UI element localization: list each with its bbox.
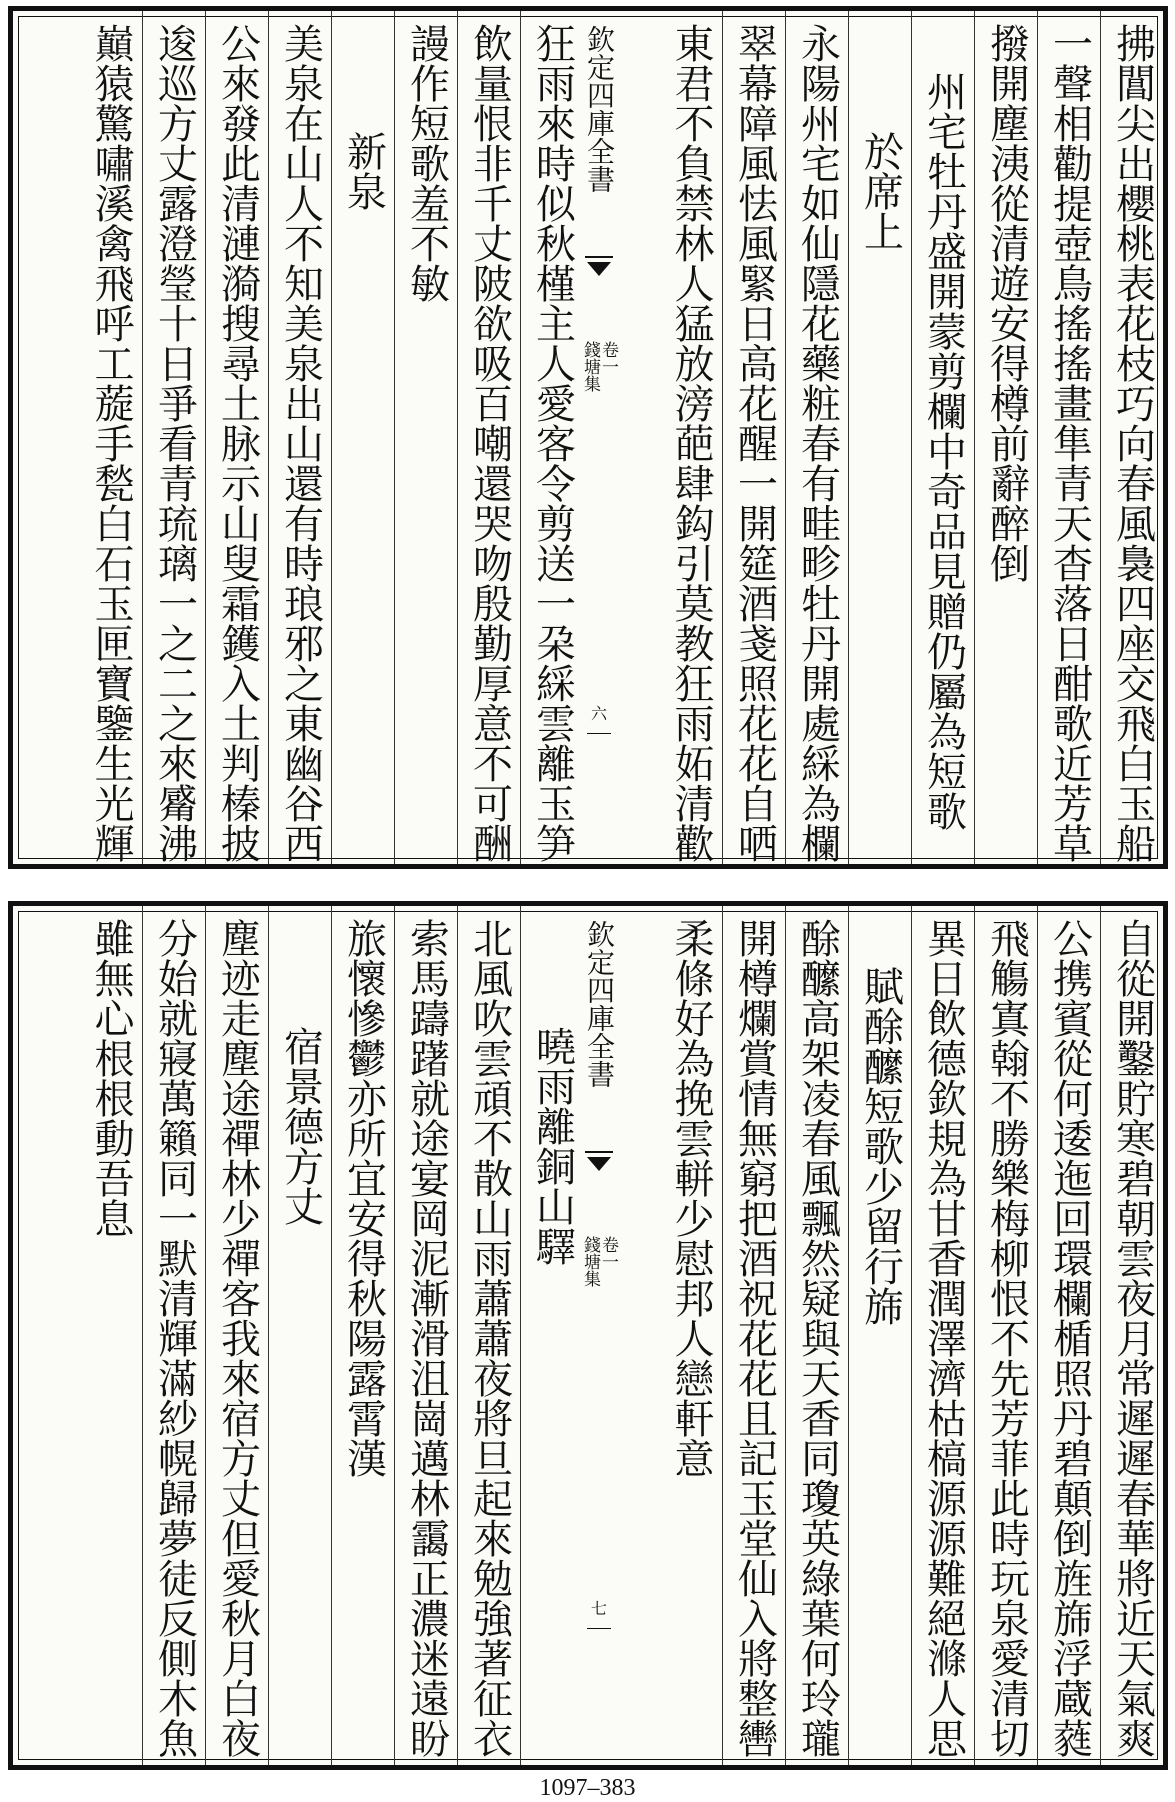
column-text: 公携賓從何逶迤回環欄楯照丹碧顛倒旌旆浮蔵蕤 [1046,918,1093,1758]
text-column [659,906,722,1765]
text-column [911,11,974,864]
column-text: 分始就寢萬籟同一默清輝滿紗幌歸夢徒反側木魚 [151,918,198,1758]
text-column [205,11,268,864]
poem-heading: 曉雨離銅山驛 [529,1026,576,1266]
collection-label [580,341,618,392]
volume-label: 卷一 [598,341,618,375]
text-column [394,906,457,1765]
collection-name: 錢塘集 [580,1236,600,1287]
collection-label [580,1236,618,1287]
book-title: 欽定四庫全書 [583,25,616,193]
column-text: 開樽爛賞情無窮把酒祝花花且記玉堂仙入將整轡 [731,918,778,1758]
right-half-bottom [588,906,1163,1765]
column-text: 飛觴寘翰不勝樂梅柳恨不先芳菲此時玩泉愛清切 [983,918,1030,1758]
column-text: 一聲相勸提壺鳥搖搖畫隼青天杳落日酣歌近芳草 [1046,23,1093,863]
column-text: 雖無心根根動吾息 [88,918,134,1238]
column-text: 飲量恨非千丈陂欲吸百嘲還哭吻殷勤厚意不可酬 [466,23,513,863]
column-text: 索馬躊躇就途宴岡泥漸滑沮崗邁林靄正濃迷遠盼 [403,918,450,1758]
poem-heading: 宿景德方丈 [277,1026,324,1226]
text-column [520,906,583,1765]
folio-number: 六 [590,704,607,723]
center-band-top [580,11,618,864]
text-column [722,906,785,1765]
column-text: 翠幕障風怯風緊日高花醒一開筵酒戔照花花自哂 [731,23,778,863]
column-text: 拂閶尖出櫻桃表花枝巧向春風裊四座交飛白玉船 [1109,23,1156,863]
text-column [659,11,722,864]
text-column [331,906,394,1765]
text-column [785,11,848,864]
page-sheet-bottom [8,901,1168,1770]
text-column [142,906,205,1765]
text-column [974,11,1037,864]
volume-label: 卷一 [598,1236,618,1270]
text-column [911,906,974,1765]
column-text: 謾作短歌羞不敏 [403,23,450,303]
text-column [457,11,520,864]
column-text: 東君不負禁林人猛放滂葩肆鈎引莫教狂雨妬清歡 [668,23,714,863]
column-text: 逡巡方丈露澄瑩十日爭看青琉璃一之二之來觱沸 [151,23,198,863]
column-text: 美泉在山人不知美泉出山還有時琅邪之東幽谷西 [277,23,324,863]
text-column [268,906,331,1765]
poem-heading: 於席上 [857,131,904,251]
column-text: 巔猿驚嘯溪禽飛呼工蔙手甃白石玉匣寶鑒生光輝 [88,23,134,863]
left-half-bottom [13,906,583,1765]
page-reference: 1097–383 [539,1775,636,1801]
column-text: 永陽州宅如仙隱花藥粧春有畦畛牡丹開處綵為欄 [794,23,841,863]
text-column [974,906,1037,1765]
text-column [79,906,142,1765]
page-sheet-top [8,6,1168,869]
text-column [848,906,911,1765]
center-band-bottom [580,906,618,1765]
column-text: 北風吹雲頑不散山雨蕭蕭夜將旦起來勉強著征衣 [466,918,513,1758]
column-text: 旅懷慘鬱亦所宜安得秋陽露霄漢 [340,918,387,1478]
fish-tail-mark-icon [585,1151,613,1179]
column-text: 柔條好為挽雲軿少慰邦人戀軒意 [668,918,714,1478]
left-half-top [13,11,583,864]
poem-heading: 新泉 [340,131,387,211]
text-column [520,11,583,864]
text-column [1037,906,1100,1765]
text-column [268,11,331,864]
folio-number: 七 [590,1599,607,1618]
text-column [848,11,911,864]
poem-heading: 賦酴醿短歌少留行旆 [857,966,904,1326]
text-column [1037,11,1100,864]
column-text: 塵迹走塵途禪林少禪客我來宿方丈但愛秋月白夜 [214,918,261,1758]
book-title: 欽定四庫全書 [583,920,616,1088]
column-text: 狂雨來時似秋槿主人愛客令剪送一朶綵雲離玉笋 [529,23,576,863]
text-column [142,11,205,864]
column-text: 公來發此清漣漪搜尋土脉示山叟霜鑊入土判榛披 [214,23,261,863]
text-column [785,906,848,1765]
column-text: 自從開鑿貯寒碧朝雲夜月常遲遲春華將近天氣爽 [1109,918,1156,1758]
text-column [457,906,520,1765]
text-column [79,11,142,864]
collection-name: 錢塘集 [580,341,600,392]
fish-tail-mark-icon [585,256,613,284]
text-column [1100,906,1163,1765]
text-column [331,11,394,864]
text-column [722,11,785,864]
poem-heading: 州宅牡丹盛開蒙剪欄中奇品見贈仍屬為短歌 [920,71,967,831]
divider [587,1628,611,1629]
right-half-top [588,11,1163,864]
divider [587,733,611,734]
text-column [205,906,268,1765]
text-column [394,11,457,864]
column-text: 異日飲德欽規為甘香潤澤濟枯槁源源難絕滌人思 [920,918,967,1758]
column-text: 撥開塵洟從清遊安得樽前辭醉倒 [983,23,1030,583]
column-text: 酴醿高架凌春風飄然疑與天香同瓊英綠葉何玲瓏 [794,918,841,1758]
text-column [1100,11,1163,864]
